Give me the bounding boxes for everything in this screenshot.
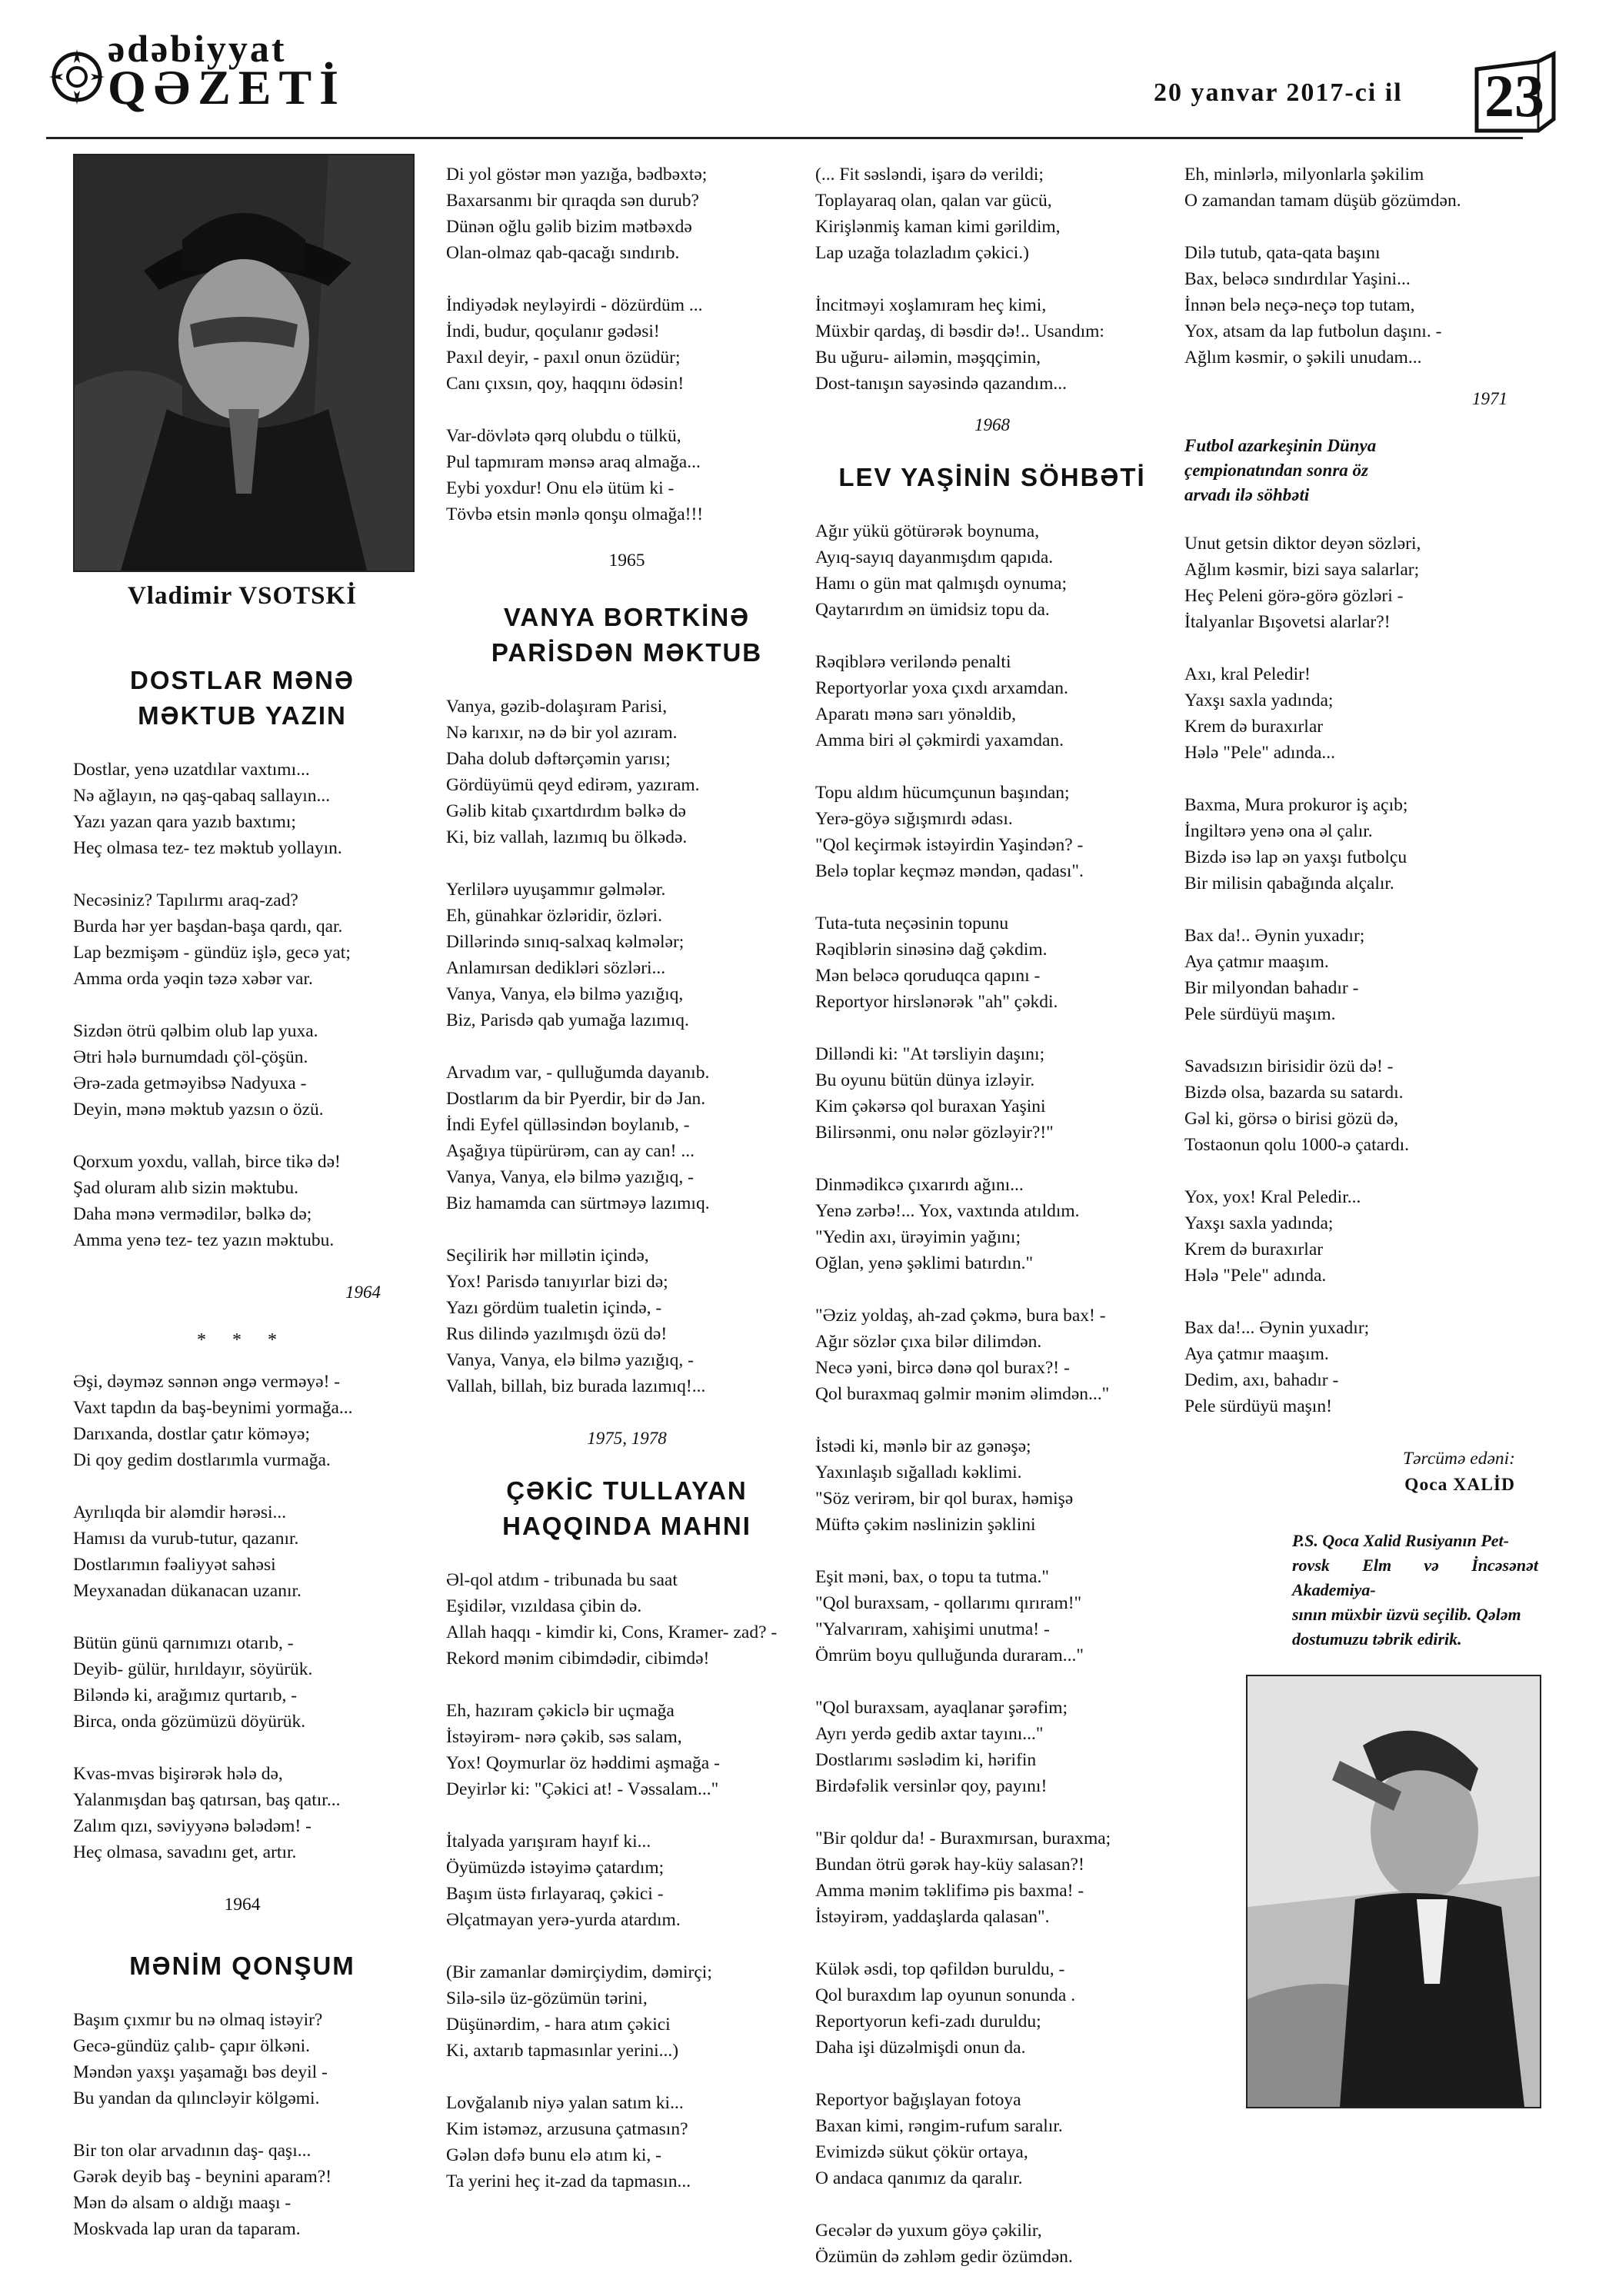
poem-line: Ayıq-sayıq dayanmışdım qapıda. — [815, 547, 1054, 567]
poem-line: İtalyanlar Bışovetsi alarlar?! — [1184, 612, 1391, 632]
stanza — [815, 518, 1169, 623]
poem-line: Burda hər yer başdan-başa qardı, qar. — [73, 917, 343, 937]
poem-line: Necə yəni, bircə dənə qol burax?! - — [815, 1358, 1070, 1378]
stanza — [815, 1695, 1169, 1799]
poem-line: Var-dövlətə qərq olubdu o tülkü, — [446, 426, 681, 446]
section-stars: * * * — [197, 1330, 288, 1350]
poem-line: Bizdə olsa, bazarda su satardı. — [1184, 1083, 1404, 1103]
poem-line: Ağlım kəsmir, o şəkili unudam... — [1184, 348, 1422, 368]
stanza — [815, 1956, 1169, 2061]
poem-line: Bax da!.. Əynin yuxadır; — [1184, 926, 1365, 946]
logo-bottom-word: QƏZETİ — [108, 60, 347, 115]
poem-line: Ayrılıqda bir aləmdir hərəsi... — [73, 1502, 287, 1522]
poem-line: Yox, atsam da lap futbolun daşını. - — [1184, 321, 1442, 341]
poem-line: Bir milyondan bahadır - — [1184, 978, 1359, 998]
stanza — [73, 1149, 411, 1253]
poem-subheading — [1184, 434, 1538, 507]
poem-line: Birca, onda gözümüzü döyürük. — [73, 1712, 306, 1732]
poem-line: "Qol buraxsam, ayaqlanar şərəfim; — [815, 1698, 1068, 1718]
poem-line: Bu oyunu bütün dünya izləyir. — [815, 1070, 1035, 1090]
subhead-line: Futbol azarkeşinin Dünya — [1184, 436, 1377, 455]
poem-line: Vanya, Vanya, elə bilmə yazığıq, - — [446, 1167, 694, 1187]
poem-line: Darıxanda, dostlar çatır köməyə; — [73, 1424, 310, 1444]
poem-line: Düşünərdim, - hara atım çəkici — [446, 2015, 671, 2035]
stanza — [1184, 531, 1538, 635]
poem-line: Reportyor bağışlayan fotoya — [815, 2090, 1021, 2110]
poem-line: Tostaonun qolu 1000-ə çatardı. — [1184, 1135, 1410, 1155]
poem-line: Deyin, mənə məktub yazsın o özü. — [73, 1100, 324, 1120]
poem-line: Heç Peleni görə-görə gözləri - — [1184, 586, 1404, 606]
poem-line: Rəqiblərin sinəsinə dağ çəkdim. — [815, 940, 1048, 960]
poem-line: Heç olmasa tez- tez məktub yollayın. — [73, 838, 342, 858]
newspaper-logo[interactable] — [46, 23, 369, 115]
title-line: HAQQINDA MAHNI — [502, 1512, 751, 1540]
title-line: LEV YAŞİNİN SÖHBƏTİ — [838, 463, 1146, 491]
poem-line: Kvas-mvas bişirərək hələ də, — [73, 1764, 283, 1784]
poem-title-dostlar — [73, 663, 411, 734]
poem-line: Moskvada lap uran da taparam. — [73, 2219, 301, 2239]
poem-date: 1964 — [345, 1283, 381, 1302]
stanza — [1184, 1184, 1538, 1289]
poem-line: Lovğalanıb niyə yalan satım ki... — [446, 2093, 684, 2113]
poem-line: Əşi, dəyməz sənnən əngə verməyə! - — [73, 1372, 341, 1392]
poem-line: Ayrı yerdə gedib axtar tayını..." — [815, 1724, 1044, 1744]
stanza — [815, 910, 1169, 1015]
title-line: VANYA BORTKİNƏ — [503, 603, 751, 631]
poem-line: Birdəfəlik versinlər qoy, payını! — [815, 1776, 1048, 1796]
poem-line: Dillərində sınıq-salxaq kəlmələr; — [446, 932, 685, 952]
poem-body — [1184, 161, 1538, 371]
poem-line: Hamı o gün mat qalmışdı oynuma; — [815, 574, 1068, 594]
poem-line: Şad oluram alıb sizin məktubu. — [73, 1178, 299, 1198]
poem-line: Amma orda yəqin təzə xəbər var. — [73, 969, 313, 989]
poem-line: "Yalvarıram, xahişimi unutma! - — [815, 1619, 1050, 1639]
poem-line: O andaca qanımız da qaralır. — [815, 2168, 1023, 2188]
stanza — [815, 161, 1169, 266]
poem-line: Dostlar, yenə uzatdılar vaxtımı... — [73, 760, 310, 780]
poem-line: İtalyada yarışıram hayıf ki... — [446, 1832, 651, 1852]
stanza — [446, 1959, 808, 2064]
stanza — [446, 1567, 808, 1672]
poem-line: Bu yandan da qılıncləyir kölgəmi. — [73, 2088, 320, 2108]
poem-line: Eh, minlərlə, milyonlarla şəkilim — [1184, 165, 1424, 185]
poem-line: Pele sürdüyü maşım. — [1184, 1004, 1336, 1024]
poem-line: "Yedin axı, ürəyimin yağını; — [815, 1227, 1021, 1247]
postscript — [1292, 1529, 1538, 1652]
poem-line: Gərək deyib baş - beynini aparam?! — [73, 2167, 332, 2187]
poem-line: Yerlilərə uyuşammır gəlmələr. — [446, 880, 666, 900]
stanza — [446, 161, 808, 266]
poem-title-vanya — [446, 600, 808, 670]
credit-role: Tərcümə edəni: — [1403, 1449, 1515, 1469]
poem-body — [446, 694, 808, 1399]
stanza — [73, 1630, 411, 1735]
poem-line: Bizdə isə lap ən yaxşı futbolçu — [1184, 847, 1407, 867]
poem-line: Rus dilində yazılmışdı özü də! — [446, 1324, 668, 1344]
poem-line: Hələ "Pele" adında. — [1184, 1266, 1327, 1286]
title-line: ÇƏKİC TULLAYAN — [506, 1476, 748, 1505]
poem-line: Di yol göstər mən yazığa, bədbəxtə; — [446, 165, 708, 185]
poem-line: Bir milisin qabağında alçalır. — [1184, 873, 1394, 893]
poem-line: Yaxınlaşıb sığalladı kəklimi. — [815, 1462, 1022, 1482]
poem-line: Aya çatmır maaşım. — [1184, 1344, 1329, 1364]
poem-line: Biz, Parisdə qab yumağa lazımıq. — [446, 1010, 689, 1030]
stanza — [1184, 923, 1538, 1027]
poem-line: Yox! Qoymurlar öz həddimi aşmağa - — [446, 1753, 720, 1773]
poem-line: Nə karıxır, nə də bir yol azıram. — [446, 723, 678, 743]
poem-line: Amma mənim təklifimə pis baxma! - — [815, 1881, 1084, 1901]
author-photo-image — [75, 155, 413, 571]
poem-line: Yerə-göyə sığışmırdı ədası. — [815, 809, 1013, 829]
poem-line: Yaxşı saxla yadında; — [1184, 1213, 1334, 1233]
poem-line: Ağır sözlər çıxa bilər dilimdən. — [815, 1332, 1042, 1352]
poem-line: O zamandan tamam düşüb gözümdən. — [1184, 191, 1461, 211]
poem-line: Hamısı da vurub-tutur, qazanır. — [73, 1529, 299, 1549]
stanza — [446, 1698, 808, 1802]
poem-line: Pul tapmıram mənsə araq almağa... — [446, 452, 701, 472]
poem-line: Yazı yazan qara yazıb baxtımı; — [73, 812, 296, 832]
stanza — [446, 423, 808, 527]
poem-line: Bundan ötrü gərək hay-küy salasan?! — [815, 1855, 1084, 1875]
poem-line: Gələn dəfə bunu elə atım ki, - — [446, 2145, 661, 2165]
poem-line: Hələ "Pele" adında... — [1184, 743, 1336, 763]
poem-line: Dostlarımın fəaliyyət sahəsi — [73, 1555, 276, 1575]
poem-line: Müftə çəkim nəslinizin şəklini — [815, 1515, 1036, 1535]
poem-line: Krem də buraxırlar — [1184, 1240, 1324, 1259]
poem-line: Bu uğuru- ailəmin, məşqçimin, — [815, 348, 1041, 368]
stanza — [73, 1369, 411, 1473]
poem-line: Di qoy gedim dostlarımla vurmağa. — [73, 1450, 331, 1470]
column-1 — [73, 154, 411, 2268]
stanza — [1184, 1315, 1538, 1419]
subhead-line: çempionatından sonra öz — [1184, 461, 1368, 480]
poem-line: Amma yenə tez- tez yazın məktubu. — [73, 1230, 335, 1250]
poem-line: Dostlarımı səslədim ki, hərifin — [815, 1750, 1037, 1770]
ps-line: rovsk Elm və İncəsənət Akademiya- — [1292, 1556, 1538, 1599]
poem-line: Kirişlənmiş kaman kimi gərildim, — [815, 217, 1061, 237]
poem-line: Meyxanadan dükanacan uzanır. — [73, 1581, 301, 1601]
poem-line: Gecə-gündüz çalıb- çapır ölkəni. — [73, 2036, 310, 2056]
translator-photo-image — [1248, 1676, 1540, 2107]
column-2 — [446, 161, 808, 2221]
poem-line: Tövbə etsin mənlə qonşu olmağa!!! — [446, 504, 704, 524]
poem-line: Ömrüm boyu qulluğunda duraram..." — [815, 1645, 1084, 1665]
poem-line: Müxbir qardaş, di bəsdir də!.. Usandım: — [815, 321, 1104, 341]
poem-line: Deyirlər ki: "Çəkici at! - Vəssalam..." — [446, 1779, 719, 1799]
poem-line: Reportyor hirslənərək "ah" çəkdi. — [815, 992, 1058, 1012]
poem-line: Eh, hazıram çəkiclə bir uçmağa — [446, 1701, 675, 1721]
poem-line: Ətri hələ burnumdadı çöl-çöşün. — [73, 1047, 308, 1067]
stanza — [446, 694, 808, 850]
poem-line: Eybi yoxdur! Onu elə ütüm ki - — [446, 478, 675, 498]
stanza — [1184, 1053, 1538, 1158]
poem-line: (Bir zamanlar dəmirçiydim, dəmirçi; — [446, 1962, 712, 1982]
poem-line: "Söz verirəm, bir qol burax, həmişə — [815, 1489, 1074, 1509]
credit-name: Qoca XALİD — [1404, 1475, 1515, 1495]
poem-body — [73, 757, 411, 1253]
poem-line: İncitməyi xoşlamıram heç kimi, — [815, 295, 1047, 315]
poem-line: Başım üstə fırlayaraq, çəkici - — [446, 1884, 664, 1904]
stanza — [815, 1303, 1169, 1407]
poem-line: Özümün də zəhləm gedir özümdən. — [815, 2247, 1073, 2267]
poem-line: İngiltərə yenə ona əl çalır. — [1184, 821, 1373, 841]
poem-line: Qol buraxmaq gəlmir mənim əlimdən..." — [815, 1384, 1110, 1404]
poem-line: Qol buraxdım lap oyunun sonunda . — [815, 1985, 1076, 2005]
stanza — [815, 1825, 1169, 1930]
poem-line: Aya çatmır maaşım. — [1184, 952, 1329, 972]
poem-line: İndi Eyfel qülləsindən boylanıb, - — [446, 1115, 690, 1135]
poem-line: Əl-qol atdım - tribunada bu saat — [446, 1570, 678, 1590]
poem-line: Yox! Parisdə tanıyırlar bizi də; — [446, 1272, 668, 1292]
poem-line: Ki, axtarıb tapmasınlar yerini...) — [446, 2041, 679, 2061]
column-3 — [815, 161, 1169, 2296]
poem-line: Dilə tutub, qata-qata başını — [1184, 243, 1381, 263]
poem-line: Vallah, billah, biz burada lazımıq!... — [446, 1376, 706, 1396]
poem-line: Krem də buraxırlar — [1184, 717, 1324, 737]
poem-line: Vanya, Vanya, elə bilmə yazığıq, — [446, 984, 684, 1004]
poem-line: Dostlarım da bir Pyerdir, bir də Jan. — [446, 1089, 706, 1109]
poem-line: "Qol buraxsam, - qollarımı qırıram!" — [815, 1593, 1082, 1613]
poem-line: Seçilirik hər millətin içində, — [446, 1246, 649, 1266]
poem-line: Lap bezmişəm - gündüz işlə, gecə yat; — [73, 943, 351, 963]
poem-line: Gecələr də yuxum göyə çəkilir, — [815, 2221, 1042, 2241]
poem-line: Vaxt tapdın da baş-beynimi yormağa... — [73, 1398, 353, 1418]
stanza — [446, 1828, 808, 1933]
poem-line: İndi, budur, qoçulanır gədəsi! — [446, 321, 660, 341]
poem-line: Mən də alsam o aldığı maaşı - — [73, 2193, 291, 2213]
poem-date: 1975, 1978 — [587, 1429, 667, 1448]
poem-line: Anlamırsan dedikləri sözləri... — [446, 958, 666, 978]
poem-body — [446, 1567, 808, 2195]
poem-line: Ağlım kəsmir, bizi saya salarlar; — [1184, 560, 1420, 580]
poem-line: Sizdən ötrü qəlbim olub lap yuxa. — [73, 1021, 318, 1041]
title-line: MƏKTUB YAZIN — [138, 701, 347, 730]
poem-date: 1971 — [1472, 389, 1507, 408]
poem-line: Tuta-tuta neçəsinin topunu — [815, 913, 1009, 933]
stanza — [73, 757, 411, 861]
poem-line: Arvadım var, - qulluğumda dayanıb. — [446, 1063, 710, 1083]
poem-line: Qorxum yoxdu, vallah, birce tikə də! — [73, 1152, 341, 1172]
poem-line: Yox, yox! Kral Peledir... — [1184, 1187, 1361, 1207]
stanza — [815, 1041, 1169, 1146]
stanza — [73, 1761, 411, 1865]
ps-line: dostumuzu təbrik edirik. — [1292, 1629, 1462, 1649]
poem-line: "Əziz yoldaş, ah-zad çəkmə, bura bax! - — [815, 1306, 1106, 1326]
poem-line: Baxarsanmı bir qıraqda sən durub? — [446, 191, 699, 211]
poem-line: Mən beləcə qoruduqca qapını - — [815, 966, 1041, 986]
poem-date: 1968 — [974, 415, 1010, 434]
stanza — [73, 1018, 411, 1123]
poem-line: İnnən belə neçə-neçə top tutam, — [1184, 295, 1415, 315]
stanza — [446, 292, 808, 397]
poem-line: Dedim, axı, bahadır - — [1184, 1370, 1339, 1390]
poem-title-lev-yasin — [815, 460, 1169, 495]
poem-line: Evimizdə sükut çökür ortaya, — [815, 2142, 1028, 2162]
stanza — [1184, 240, 1538, 371]
stanza — [446, 1243, 808, 1399]
poem-line: Deyib- gülür, hırıldayır, söyürük. — [73, 1659, 313, 1679]
poem-line: Qaytarırdım ən ümidsiz topu da. — [815, 600, 1050, 620]
poem-line: Bilirsənmi, onu nələr gözləyir?!" — [815, 1123, 1054, 1143]
poem-line: Rəqiblərə veriləndə penalti — [815, 652, 1011, 672]
poem-line: Bax, beləcə sındırdılar Yaşini... — [1184, 269, 1411, 289]
ps-line: P.S. Qoca Xalid Rusiyanın Pet- — [1292, 1531, 1509, 1550]
stanza — [446, 877, 808, 1033]
poem-line: Daha işi düzəlmişdi onun da. — [815, 2038, 1026, 2058]
stanza — [1184, 792, 1538, 897]
poem-line: Dünən oğlu gəlib bizim mətbəxdə — [446, 217, 692, 237]
poem-line: Baxma, Mura prokuror iş açıb; — [1184, 795, 1408, 815]
poem-line: Belə toplar keçməz məndən, qadası". — [815, 861, 1084, 881]
poem-line: Necəsiniz? Tapılırmı araq-zad? — [73, 890, 298, 910]
poem-line: Daha mənə vermədilər, bəlkə də; — [73, 1204, 312, 1224]
poem-line: Ağır yükü götürərək boynuma, — [815, 521, 1040, 541]
stanza — [815, 1172, 1169, 1276]
stanza — [815, 292, 1169, 397]
page-number: 23 — [1484, 62, 1544, 129]
poem-line: Əlçatmayan yerə-yurda atardım. — [446, 1910, 681, 1930]
poem-line: Axı, kral Peledir! — [1184, 664, 1311, 684]
poem-line: Ki, biz vallah, lazımıq bu ölkədə. — [446, 827, 688, 847]
poem-line: Dinmədikcə çıxarırdı ağını... — [815, 1175, 1024, 1195]
poem-line: Vanya, gəzib-dolaşıram Parisi, — [446, 697, 668, 717]
poem-line: Kim çəkərsə qol buraxan Yaşini — [815, 1096, 1046, 1116]
issue-date: 20 yanvar 2017-ci il — [1154, 78, 1403, 107]
translator-photo — [1246, 1675, 1541, 2108]
poem-line: Yalanmışdan baş qatırsan, baş qatır... — [73, 1790, 341, 1810]
poem-line: Başım çıxmır bu nə olmaq istəyir? — [73, 2010, 323, 2030]
poem-line: İstəyirəm- nərə çəkib, səs salam, — [446, 1727, 682, 1747]
stanza — [815, 780, 1169, 884]
poem-line: Lap uzağa tolazladım çəkici.) — [815, 243, 1029, 263]
poem-line: (... Fit səsləndi, işarə də verildi; — [815, 165, 1044, 185]
poem-line: İstədi ki, mənlə bir az gənəşə; — [815, 1436, 1031, 1456]
poem-line: Ərə-zada getməyibsə Nadyuxa - — [73, 1073, 307, 1093]
poem-line: Topu aldım hücumçunun başından; — [815, 783, 1070, 803]
stanza — [73, 887, 411, 992]
stanza — [815, 2218, 1169, 2270]
stanza — [815, 1564, 1169, 1669]
poem-line: İstəyirəm, yaddaşlarda qalasan". — [815, 1907, 1050, 1927]
poem-line: Reportyorun kefi-zadı duruldu; — [815, 2011, 1041, 2031]
poem-line: Unut getsin diktor deyən sözləri, — [1184, 534, 1421, 554]
poem-line: Paxıl deyir, - paxıl onun özüdür; — [446, 348, 681, 368]
poem-line: Nə ağlayın, nə qaş-qabaq sallayın... — [73, 786, 331, 806]
poem-line: Oğlan, yenə şəklimi batırdın." — [815, 1253, 1034, 1273]
poem-line: "Bir qoldur da! - Buraxmırsan, buraxma; — [815, 1828, 1111, 1848]
stanza — [1184, 661, 1538, 766]
poem-line: Öyümüzdə istəyimə çatardım; — [446, 1858, 665, 1878]
poem-line: Aparatı mənə sarı yönəldib, — [815, 704, 1017, 724]
title-line: DOSTLAR MƏNƏ — [130, 666, 355, 694]
poem-line: Eh, günahkar özləridir, özləri. — [446, 906, 662, 926]
poem-line: Gəl ki, görsə o birisi gözü də, — [1184, 1109, 1399, 1129]
poem-body — [815, 161, 1169, 397]
column-4 — [1184, 161, 1538, 2108]
author-name: Vladimir VSOTSKİ — [127, 582, 358, 610]
poem-line: Dost-tanışın sayəsində qazandım... — [815, 374, 1067, 394]
poem-line: Dilləndi ki: "At tərsliyin daşını; — [815, 1044, 1045, 1064]
stanza — [815, 2087, 1169, 2191]
poem-line: Bax da!... Əynin yuxadır; — [1184, 1318, 1370, 1338]
poem-line: Biləndə ki, arağımız qurtarıb, - — [73, 1685, 298, 1705]
subhead-line: arvadı ilə söhbəti — [1184, 485, 1310, 504]
translator-credit — [1184, 1446, 1538, 1498]
ps-line: sının müxbir üzvü seçilib. Qələm — [1292, 1605, 1521, 1624]
poem-line: Gördüyümü qeyd edirəm, yazıram. — [446, 775, 700, 795]
poem-body — [73, 2007, 411, 2242]
poem-line: Ta yerini heç it-zad da tapmasın... — [446, 2171, 691, 2191]
poem-line: Eşit məni, bax, o topu ta tutma." — [815, 1567, 1049, 1587]
stanza — [73, 1499, 411, 1604]
poem-line: Biz hamamda can sürtməyə lazımıq. — [446, 1193, 710, 1213]
stanza — [1184, 161, 1538, 214]
poem-line: Heç olmasa, savadını get, artır. — [73, 1842, 297, 1862]
poem-body — [1184, 531, 1538, 1419]
poem-line: Gəlib kitab çıxartdırdım bəlkə də — [446, 801, 686, 821]
stanza — [815, 649, 1169, 754]
title-line: PARİSDƏN MƏKTUB — [491, 638, 763, 667]
poem-line: Məndən yaxşı yaşamağı bəs deyil - — [73, 2062, 328, 2082]
poem-line: Toplayaraq olan, qalan var gücü, — [815, 191, 1052, 211]
logo-top-word: ədəbiyyat — [108, 27, 287, 70]
title-line: MƏNİM QONŞUM — [129, 1952, 355, 1980]
stanza — [73, 2138, 411, 2242]
poem-line: Yazı gördüm tualetin içində, - — [446, 1298, 662, 1318]
poem-line: Kim istəməz, arzusuna çatmasın? — [446, 2119, 688, 2139]
poem-line: Bütün günü qarnımızı otarıb, - — [73, 1633, 294, 1653]
stanza — [446, 2090, 808, 2195]
poem-line: Silə-silə üz-gözümün tərini, — [446, 1988, 648, 2008]
poem-line: Bir ton olar arvadının daş- qaşı... — [73, 2141, 311, 2161]
emblem-icon — [46, 46, 108, 108]
stanza — [446, 1060, 808, 1216]
poem-line: Eşidilər, vızıldasa çibin də. — [446, 1596, 642, 1616]
poem-title-menim-qonsum — [73, 1948, 411, 1984]
poem-body — [446, 161, 808, 527]
poem-line: Reportyorlar yoxa çıxdı arxamdan. — [815, 678, 1068, 698]
poem-line: Canı çıxsın, qoy, haqqını ödəsin! — [446, 374, 685, 394]
poem-line: Baxan kimi, rəngim-rufum saralır. — [815, 2116, 1063, 2136]
poem-line: Olan-olmaz qab-qacağı sındırıb. — [446, 243, 680, 263]
poem-title-cekic — [446, 1473, 808, 1544]
poem-line: Allah haqqı - kimdir ki, Cons, Kramer- zad? - — [446, 1622, 778, 1642]
stanza — [73, 2007, 411, 2111]
poem-line: "Qol keçirmək istəyirdin Yaşindən? - — [815, 835, 1084, 855]
poem-line: Yenə zərbə!... Yox, vaxtında atıldım. — [815, 1201, 1080, 1221]
poem-line: Yaxşı saxla yadında; — [1184, 690, 1334, 710]
masthead — [46, 23, 1577, 138]
stanza — [815, 1433, 1169, 1538]
poem-line: Rekord mənim cibimdədir, cibimdə! — [446, 1649, 710, 1669]
poem-body — [73, 1369, 411, 1865]
poem-line: İndiyədək neyləyirdi - dözürdüm ... — [446, 295, 703, 315]
poem-date: 1964 — [224, 1895, 261, 1915]
poem-line: Savadsızın birisidir özü də! - — [1184, 1056, 1394, 1076]
poem-date: 1965 — [608, 551, 645, 571]
poem-line: Vanya, Vanya, elə bilmə yazığıq, - — [446, 1350, 694, 1370]
poem-line: Pele sürdüyü maşın! — [1184, 1396, 1332, 1416]
poem-line: Aşağıya tüpürürəm, can ay can! ... — [446, 1141, 695, 1161]
poem-line: Amma biri əl çəkmirdi yaxamdan. — [815, 730, 1064, 750]
poem-body — [815, 518, 1169, 2270]
poem-line: Zalım qızı, səviyyənə bələdəm! - — [73, 1816, 311, 1836]
poem-line: Külək əsdi, top qəfildən buruldu, - — [815, 1959, 1065, 1979]
header-rule — [46, 137, 1523, 139]
author-photo — [73, 154, 415, 572]
poem-line: Daha dolub dəftərçəmin yarısı; — [446, 749, 671, 769]
